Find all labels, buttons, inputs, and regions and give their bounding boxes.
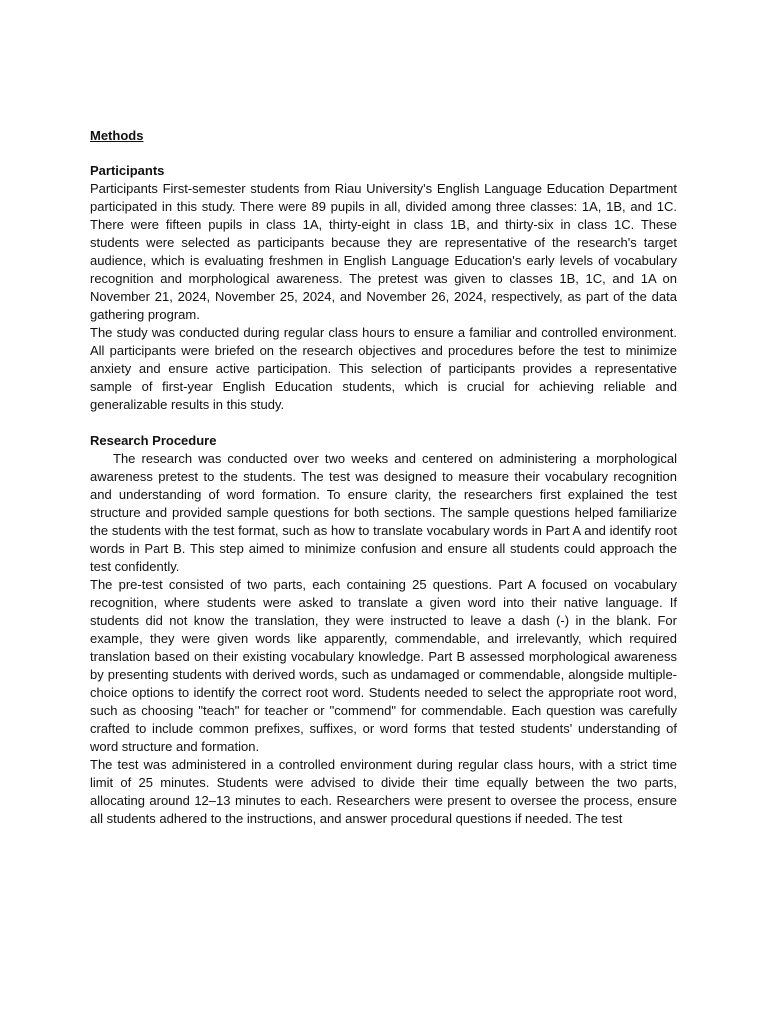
section-title: Methods xyxy=(90,128,144,143)
document-page xyxy=(90,127,677,828)
participants-heading: Participants xyxy=(90,163,165,178)
procedure-paragraph-1: The research was conducted over two weeks and centered on administering a morphological awareness pretest to the students. The test was designed to measure their vocabulary recognition and understanding of word formation. To ensure clarity, the researchers first explained the test structure and provided sample questions for both sections. The sample questions helped familiarize the students with the test format, such as how to translate vocabulary words in Part A and identify root words in Part B. This step aimed to minimize confusion and ensure all students could approach the test confidently. xyxy=(90,451,677,574)
research-procedure-heading: Research Procedure xyxy=(90,433,217,448)
procedure-paragraph-3: The test was administered in a controlled environment during regular class hours, with a strict time limit of 25 minutes. Students were advised to divide their time equally between the two parts, allocating around 12–13 minutes to each. Researchers were present to oversee the process, ensure all students adhered to the instructions, and answer procedural questions if needed. The test xyxy=(90,757,677,826)
procedure-paragraph-2: The pre-test consisted of two parts, each containing 25 questions. Part A focused on vocabulary recognition, where students were asked to translate a given word into their native language. If students did not know the translation, they were instructed to leave a dash (-) in the blank. For example, they were given words like apparently, commendable, and irrelevantly, which required translation based on their existing vocabulary knowledge. Part B assessed morphological awareness by presenting students with derived words, such as undamaged or commendable, alongside multiple-choice options to identify the correct root word. Students needed to select the appropriate root word, such as choosing "teach" for teacher or "commend" for commendable. Each question was carefully crafted to include common prefixes, suffixes, or word forms that tested students' understanding of word structure and formation. xyxy=(90,577,677,754)
participants-paragraph-2: The study was conducted during regular class hours to ensure a familiar and controlled environment. All participants were briefed on the research objectives and procedures before the test to minimize anxiety and ensure active participation. This selection of participants provides a representative sample of first-year English Education students, which is crucial for achieving reliable and generalizable results in this study. xyxy=(90,325,677,412)
participants-paragraph-1: Participants First-semester students from Riau University's English Language Education Department participated in this study. There were 89 pupils in all, divided among three classes: 1A, 1B, and 1C. There were fifteen pupils in class 1A, thirty-eight in class 1B, and thirty-six in class 1C. These students were selected as participants because they are representative of the research's target audience, which is evaluating freshmen in English Language Education's early levels of vocabulary recognition and morphological awareness. The pretest was given to classes 1B, 1C, and 1A on November 21, 2024, November 25, 2024, and November 26, 2024, respectively, as part of the data gathering program. xyxy=(90,181,677,322)
